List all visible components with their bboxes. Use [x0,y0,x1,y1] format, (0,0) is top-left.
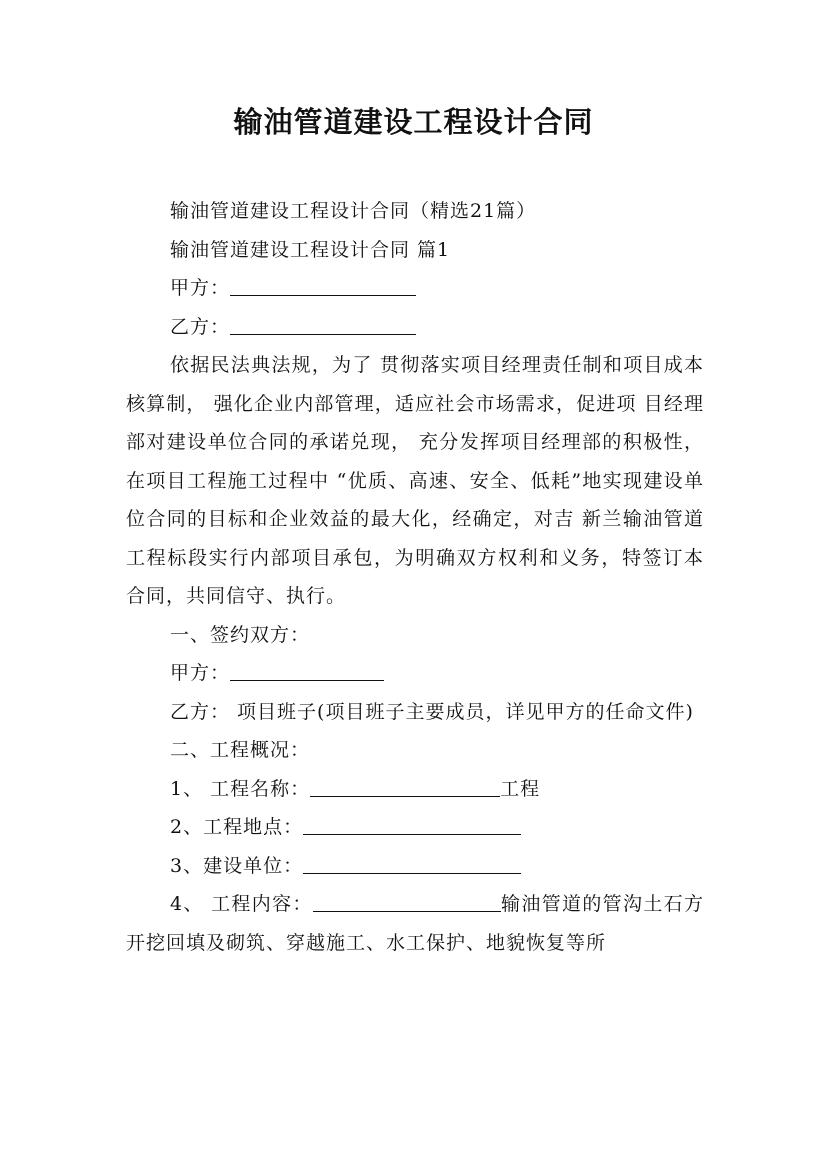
item4-line [126,885,704,962]
clause1-party-a-blank [230,679,384,681]
item1-label: 1、 工程名称： [170,777,311,800]
party-a-blank [230,294,416,296]
item4-blank [313,910,501,912]
clause2-heading: 二、工程概况： [170,739,311,761]
item1-blank [310,795,500,797]
clause1-party-a-label: 甲方： [170,662,231,684]
document-subtitle: 输油管道建设工程设计合同（精选21篇） [170,200,537,222]
party-a-line [126,269,704,308]
intro-paragraph: 依据民法典法规，为了 贯彻落实项目经理责任制和项目成本核算制， 强化企业内部管理，适应社会市场需求，促进项 目经理部对建设单位合同的承诺兑现， 充分发挥项目经理部的积极性，在项目工程施工过程中 “优质、高速、安全、低耗”地实现建设单位合同的目标和企业效益的最大化，经确定，对吉 新兰输油管道工程标段实行内部项目承包，为明确双方权利和义务，特签订本合同，共同信守、执行。 [126,354,704,607]
party-b-label: 乙方： [170,315,231,338]
item3-label: 3、建设单位： [170,854,304,877]
item2-blank [303,833,521,835]
document-body [126,192,704,962]
clause1-heading: 一、签约双方： [170,623,311,646]
item1-suffix: 工程 [500,777,541,800]
item2-line [126,808,704,847]
item4-label: 4、 工程内容： [170,893,313,915]
item3-blank [303,872,521,874]
item2-label: 2、工程地点： [170,816,304,838]
clause1-party-b-text: 乙方： 项目班子(项目班子主要成员，详见甲方的任命文件) [170,700,694,723]
party-b-blank [230,333,416,335]
item1-line [126,770,704,809]
document-title: 输油管道建设工程设计合同 [233,105,594,139]
section-heading: 输油管道建设工程设计合同 篇1 [170,238,451,261]
clause1-party-a-line [126,654,704,693]
item4-text: 输油管道的管沟土石方开挖回填及砌筑、穿越施工、水工保护、地貌恢复等所 [126,893,704,954]
item3-line [126,847,704,886]
party-b-line [126,308,704,347]
party-a-label: 甲方： [170,277,231,299]
